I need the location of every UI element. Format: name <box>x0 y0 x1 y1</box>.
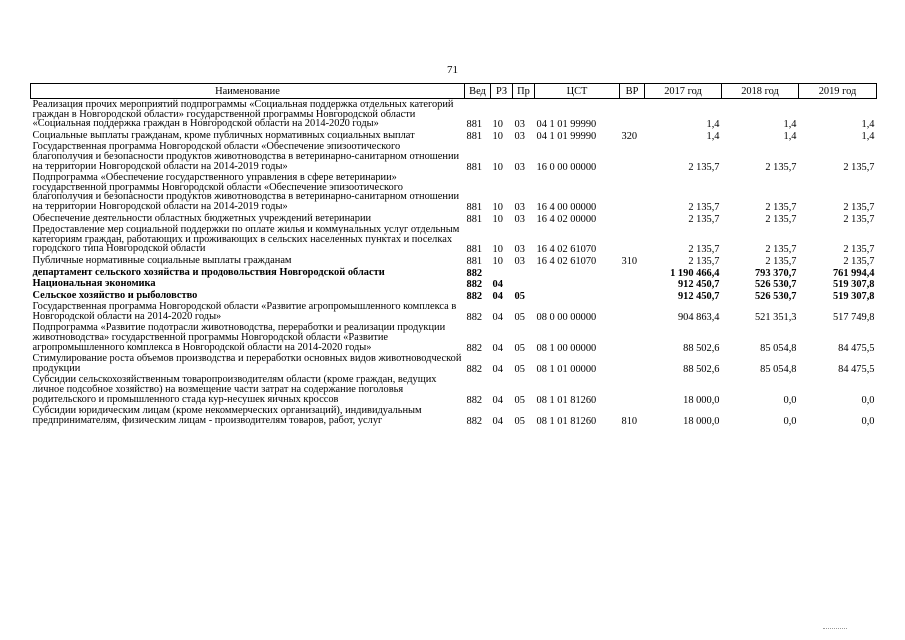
cell-2017: 2 135,7 <box>688 161 720 173</box>
header-pr: Пр <box>513 84 535 99</box>
cell-2018: 85 054,8 <box>760 342 797 354</box>
cell-2018: 526 530,7 <box>754 290 797 302</box>
header-2017: 2017 год <box>645 84 722 99</box>
table-row <box>31 130 877 142</box>
cell-2019: 2 135,7 <box>843 244 875 256</box>
cell-ved: 881 <box>466 161 483 173</box>
cell-rz <box>491 267 513 279</box>
cell-ved: 882 <box>466 342 483 354</box>
cell-2017: 2 135,7 <box>688 201 720 213</box>
cell-vr <box>620 99 645 130</box>
cell-vr <box>620 278 645 290</box>
cell-2017: 904 863,4 <box>677 311 720 323</box>
cell-name: Государственная программа Новгородской области «Обеспечение эпизоотического благополучия и безопасности продуктов животноводства в ветеринарно-санитарном отношении на территории Новгородской области на 2014-2019 годы» <box>32 141 460 172</box>
cell-name: Национальная экономика <box>32 278 156 290</box>
page-edge-mark <box>823 628 847 631</box>
cell-ved: 882 <box>466 290 483 302</box>
cell-cst: 08 1 01 81260 <box>536 415 597 427</box>
cell-vr: 320 <box>621 130 638 142</box>
cell-cst <box>535 290 620 302</box>
cell-rz: 10 <box>492 130 503 142</box>
cell-2017: 2 135,7 <box>688 244 720 256</box>
cell-2017: 912 450,7 <box>677 290 720 302</box>
cell-name: Публичные нормативные социальные выплаты гражданам <box>32 254 292 266</box>
cell-rz: 04 <box>492 290 503 302</box>
cell-rz: 04 <box>492 394 503 406</box>
cell-2019: 1,4 <box>861 119 875 131</box>
cell-cst: 16 4 00 00000 <box>536 201 597 213</box>
cell-2018: 2 135,7 <box>765 213 797 225</box>
cell-cst: 08 1 00 00000 <box>536 342 597 354</box>
cell-pr: 03 <box>514 161 525 173</box>
header-ved: Вед <box>465 84 491 99</box>
cell-cst <box>535 278 620 290</box>
cell-name: Сельское хозяйство и рыболовство <box>32 289 198 301</box>
cell-ved: 881 <box>466 130 483 142</box>
cell-2018: 85 054,8 <box>760 363 797 375</box>
cell-2017: 88 502,6 <box>683 342 720 354</box>
cell-vr <box>620 290 645 302</box>
page-number: 71 <box>447 64 458 76</box>
cell-2019: 519 307,8 <box>832 279 875 291</box>
cell-rz: 04 <box>492 342 503 354</box>
cell-2019: 84 475,5 <box>838 342 875 354</box>
cell-name: Субсидии сельскохозяйственным товаропроизводителям области (кроме граждан, ведущих личное подсобное хозяйство) на возмещение части затрат на содержание поголовья родительского и промышленного стада кур-несушек яичных кроссов <box>32 374 437 405</box>
cell-2018: 2 135,7 <box>765 255 797 267</box>
header-cst: ЦСТ <box>535 84 620 99</box>
table-row <box>31 224 877 255</box>
cell-pr: 05 <box>514 290 525 302</box>
table-row <box>31 290 877 302</box>
cell-vr: 810 <box>621 415 638 427</box>
cell-2018: 2 135,7 <box>765 201 797 213</box>
cell-cst: 16 4 02 00000 <box>536 213 597 225</box>
cell-pr: 03 <box>514 244 525 256</box>
cell-2018: 1,4 <box>783 119 797 131</box>
cell-2018: 2 135,7 <box>765 244 797 256</box>
cell-vr <box>620 224 645 255</box>
cell-2019: 2 135,7 <box>843 201 875 213</box>
cell-cst: 04 1 01 99990 <box>536 130 597 142</box>
cell-vr <box>620 374 645 405</box>
table-row <box>31 172 877 212</box>
header-name: Наименование <box>31 84 465 99</box>
cell-vr <box>620 322 645 353</box>
cell-ved: 882 <box>466 279 483 291</box>
cell-name: Предоставление мер социальной поддержки по оплате жилья и коммунальных услуг отдельным категориям граждан, работающих и проживающих в сельских населенных пунктах и поселках городского типа Новгородской области <box>32 224 460 255</box>
cell-rz: 04 <box>492 363 503 375</box>
header-2018: 2018 год <box>722 84 799 99</box>
cell-name: Подпрограмма «Развитие подотрасли животноводства, переработки и реализации продукции животноводства» государственной программы Новгородской области «Развитие агропромышленного комплекса в Новгородской области на 2014-2020 годы» <box>32 322 446 353</box>
cell-ved: 881 <box>466 119 483 131</box>
cell-2019: 1,4 <box>861 130 875 142</box>
cell-cst: 16 0 00 00000 <box>536 161 597 173</box>
cell-2019: 0,0 <box>861 415 875 427</box>
table-row <box>31 99 877 130</box>
header-2019: 2019 год <box>799 84 877 99</box>
cell-2018: 521 351,3 <box>754 311 797 323</box>
cell-cst: 04 1 01 99990 <box>536 119 597 131</box>
cell-2019: 761 994,4 <box>832 267 875 279</box>
cell-rz: 04 <box>492 415 503 427</box>
cell-cst: 16 4 02 61070 <box>536 244 597 256</box>
cell-pr: 03 <box>514 119 525 131</box>
cell-vr <box>620 353 645 374</box>
table-row <box>31 374 877 405</box>
table-row <box>31 213 877 225</box>
cell-2019: 517 749,8 <box>832 311 875 323</box>
table-row <box>31 405 877 426</box>
header-vr: ВР <box>620 84 645 99</box>
cell-2019: 84 475,5 <box>838 363 875 375</box>
table-row <box>31 301 877 322</box>
cell-vr <box>620 141 645 172</box>
cell-2019: 2 135,7 <box>843 213 875 225</box>
cell-rz: 10 <box>492 201 503 213</box>
table-row <box>31 278 877 290</box>
cell-2017: 1,4 <box>706 119 720 131</box>
cell-name: Подпрограмма «Обеспечение государственного управления в сфере ветеринарии» государственной программы Новгородской области «Обеспечение эпизоотического благополучия и безопасности продуктов животноводства в ветеринарно-санитарном отношении на территории Новгородской области на 2014-2019 годы» <box>32 172 460 212</box>
cell-vr <box>620 301 645 322</box>
cell-rz: 04 <box>492 311 503 323</box>
cell-ved: 881 <box>466 244 483 256</box>
cell-vr <box>620 172 645 212</box>
cell-pr: 05 <box>514 363 525 375</box>
cell-2017: 2 135,7 <box>688 255 720 267</box>
cell-2017: 2 135,7 <box>688 213 720 225</box>
cell-2017: 1 190 466,4 <box>670 267 720 279</box>
cell-2019: 2 135,7 <box>843 255 875 267</box>
cell-name: Реализация прочих мероприятий подпрограммы «Социальная поддержка отдельных категорий граждан в Новгородской области» государственной программы Новгородской области «Социальная поддержка граждан в Новгородской области на 2014-2020 годы» <box>32 99 454 130</box>
cell-cst: 08 0 00 00000 <box>536 311 597 323</box>
cell-pr: 03 <box>514 213 525 225</box>
cell-2018: 793 370,7 <box>754 267 797 279</box>
cell-cst <box>535 267 620 279</box>
cell-rz: 10 <box>492 255 503 267</box>
cell-pr: 03 <box>514 201 525 213</box>
cell-rz: 04 <box>492 279 503 291</box>
cell-ved: 882 <box>466 311 483 323</box>
cell-ved: 882 <box>466 363 483 375</box>
cell-2019: 519 307,8 <box>832 290 875 302</box>
header-rz: РЗ <box>491 84 513 99</box>
table-row <box>31 255 877 267</box>
table-row <box>31 353 877 374</box>
cell-cst: 16 4 02 61070 <box>536 255 597 267</box>
cell-2018: 2 135,7 <box>765 161 797 173</box>
cell-2018: 1,4 <box>783 130 797 142</box>
cell-pr: 05 <box>514 415 525 427</box>
cell-ved: 881 <box>466 201 483 213</box>
cell-pr: 05 <box>514 394 525 406</box>
cell-rz: 10 <box>492 119 503 131</box>
table-header-row <box>31 84 877 99</box>
cell-name: Субсидии юридическим лицам (кроме некоммерческих организаций), индивидуальным предпринимателям, физическим лицам - производителям товаров, работ, услуг <box>32 405 422 426</box>
cell-pr <box>513 278 535 290</box>
cell-pr: 05 <box>514 311 525 323</box>
cell-2017: 912 450,7 <box>677 279 720 291</box>
cell-2017: 88 502,6 <box>683 363 720 375</box>
cell-2018: 526 530,7 <box>754 279 797 291</box>
cell-pr: 05 <box>514 342 525 354</box>
cell-rz: 10 <box>492 244 503 256</box>
cell-name: Государственная программа Новгородской области «Развитие агропромышленного комплекса в Новгородской области на 2014-2020 годы» <box>32 301 457 322</box>
cell-cst: 08 1 01 00000 <box>536 363 597 375</box>
cell-pr: 03 <box>514 130 525 142</box>
cell-ved: 881 <box>466 255 483 267</box>
cell-2019: 0,0 <box>861 394 875 406</box>
cell-cst: 08 1 01 81260 <box>536 394 597 406</box>
cell-2017: 18 000,0 <box>683 415 720 427</box>
cell-2017: 1,4 <box>706 130 720 142</box>
cell-2018: 0,0 <box>783 394 797 406</box>
cell-vr <box>620 267 645 279</box>
cell-ved: 881 <box>466 213 483 225</box>
cell-name: департамент сельского хозяйства и продовольствия Новгородской области <box>32 266 385 278</box>
table-row <box>31 322 877 353</box>
cell-name: Обеспечение деятельности областных бюджетных учреждений ветеринарии <box>32 212 372 224</box>
cell-ved: 882 <box>466 415 483 427</box>
cell-rz: 10 <box>492 161 503 173</box>
cell-2017: 18 000,0 <box>683 394 720 406</box>
cell-vr: 310 <box>621 255 638 267</box>
cell-name: Стимулирование роста объемов производства и переработки основных видов животноводческой продукции <box>32 353 462 374</box>
cell-pr: 03 <box>514 255 525 267</box>
cell-name: Социальные выплаты гражданам, кроме публичных нормативных социальных выплат <box>32 129 415 141</box>
table-body <box>31 99 877 427</box>
table-row <box>31 267 877 279</box>
cell-rz: 10 <box>492 213 503 225</box>
cell-ved: 882 <box>466 267 483 279</box>
cell-2019: 2 135,7 <box>843 161 875 173</box>
cell-pr <box>513 267 535 279</box>
cell-2018: 0,0 <box>783 415 797 427</box>
cell-vr <box>620 213 645 225</box>
budget-table <box>30 83 877 426</box>
table-row <box>31 141 877 172</box>
cell-ved: 882 <box>466 394 483 406</box>
